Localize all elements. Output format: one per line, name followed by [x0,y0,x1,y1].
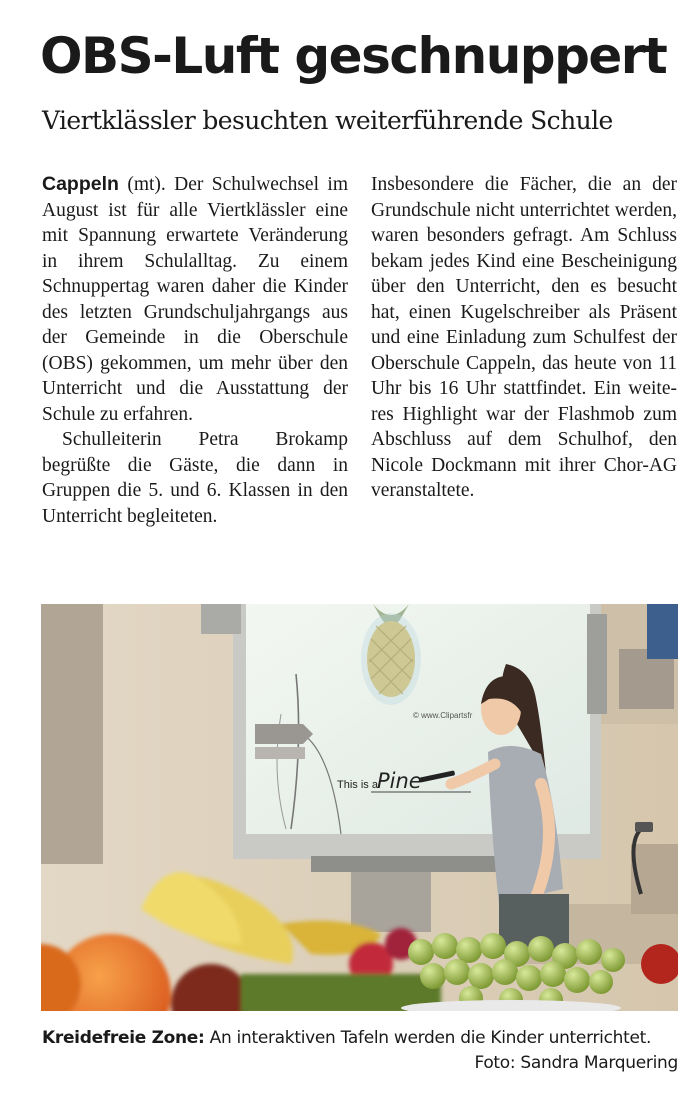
headline: OBS-Luft geschnuppert [40,27,667,85]
subheadline: Viertklässler besuchten weiterführende Schule [42,106,613,135]
board-credit: © www.Clipartsfr [413,711,473,720]
photo-caption [42,1026,678,1073]
board-written-word: Pine [377,769,422,793]
caption-label: Kreidefreie Zone: [42,1028,205,1048]
photo-credit: Foto: Sandra Marquering [474,1053,678,1073]
board-text: This is a [337,779,378,791]
paragraph-1-text: (mt). Der Schulwechsel im August ist für alle Viertklässler eine mit Spannung erwartete Veränderung in ihrem Schulalltag. Zu einem Schnuppertag waren daher die Kinder des letzten Grundschuljahrgangs aus der Gemeinde in die Oberschule (OBS) gekommen, um mehr über den Unterricht und die Ausstattung der Schule zu erfahren. [42,174,348,425]
article-column-1 [42,172,348,529]
article-column-2 [371,172,677,504]
paragraph-2: Schulleiterin Petra Brokamp begrüßte die Gäste, die dann in Gruppen die 5. und 6. Klassen in den Unterricht begleiteten. [42,429,348,527]
dateline: Cappeln [42,173,119,195]
paragraph-1 [42,172,348,427]
paragraph-3: Insbesondere die Fächer, die an der Grundschule nicht unterrichtet werden, waren besonders gefragt. Am Schluss bekam jedes Kind eine Bescheinigung über den Unterricht, den es besucht hat, einen Kugelschreiber als Präsent und eine Einladung zum Schulfest der Oberschule Cappeln, das heute von 11 Uhr bis 16 Uhr stattfindet. Ein weiteres Highlight war der Flashmob zum Abschluss auf dem Schulhof, den Nicole Dockmann mit ihrer Chor-AG veranstaltete. [371,174,677,501]
caption-text: An interaktiven Tafeln werden die Kinder unterrichtet. [204,1028,652,1048]
article-photo [41,604,678,1011]
